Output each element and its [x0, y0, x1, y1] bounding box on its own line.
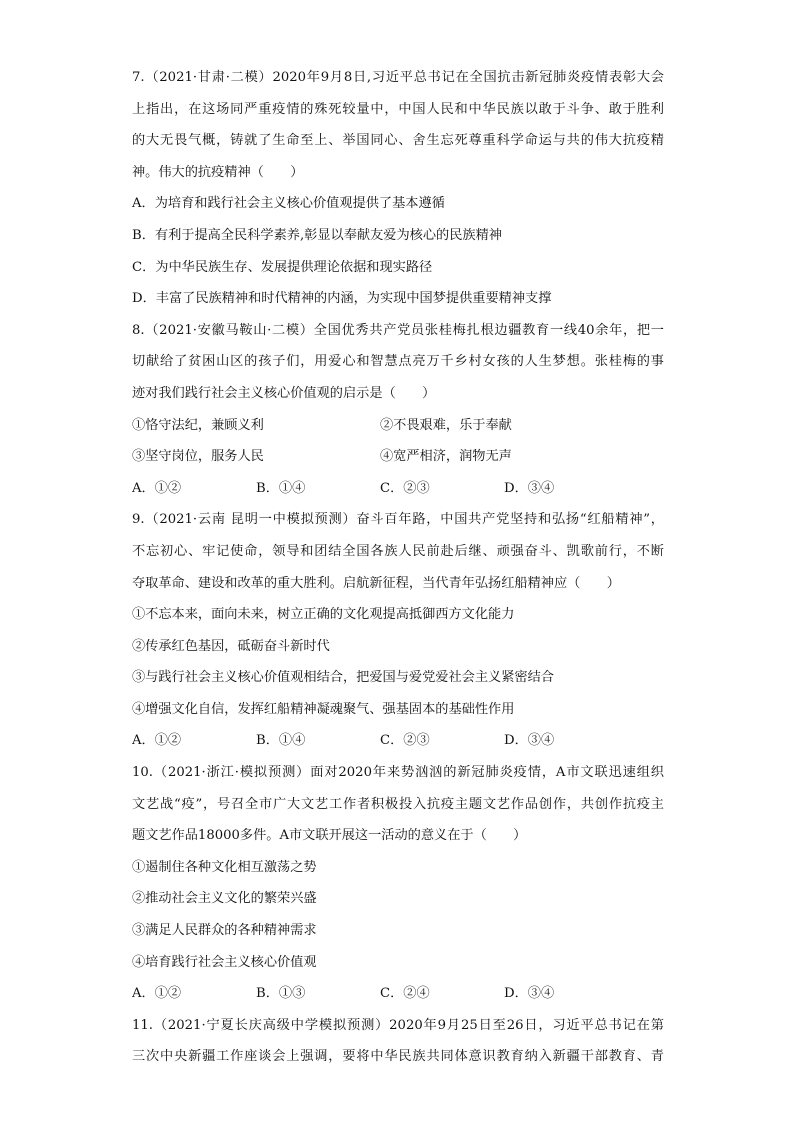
question-list [132, 62, 664, 1073]
question-9-stem-line-3: 夺取革命、建设和改革的重大胜利。启航新征程，当代青年弘扬红船精神应（ ） [132, 575, 620, 591]
question-10-choice-c: C．②④ [380, 986, 430, 1002]
question-11-stem-line-1: 11.（2021·宁夏长庆高级中学模拟预测）2020年9月25日至26日，习近平总书记在第 [132, 1017, 664, 1033]
question-9-statement-4: ④增强文化自信，发挥红船精神凝魂聚气、强基固本的基础性作用 [132, 701, 515, 717]
question-8-statement-4: ④宽严相济，润物无声 [380, 449, 512, 465]
question-8-statement-3: ③坚守岗位，服务人民 [132, 449, 264, 465]
question-9-choice-d: D．③④ [504, 733, 555, 749]
question-8-choice-d: D．③④ [504, 480, 555, 496]
question-10 [132, 757, 664, 1010]
question-10-statement-3: ③满足人民群众的各种精神需求 [132, 923, 317, 939]
question-9-stem-line-2: 不忘初心、牢记使命，领导和团结全国各族人民前赴后继、顽强奋斗、凯歌前行，不断 [132, 543, 664, 559]
question-7-stem-line-3: 的大无畏气概，铸就了生命至上、举国同心、舍生忘死尊重科学命运与共的伟大抗疫精 [132, 133, 664, 149]
question-9-choice-c: C．②③ [380, 733, 430, 749]
question-8-choice-b: B．①④ [256, 480, 306, 496]
question-9-stem-line-1: 9.（2021·云南 昆明一中模拟预测）奋斗百年路，中国共产党坚持和弘扬“红船精神”， [132, 512, 664, 528]
question-11-stem-line-2: 三次中央新疆工作座谈会上强调，要将中华民族共同体意识教育纳入新疆干部教育、青 [132, 1049, 664, 1065]
question-7-option-a: A．为培育和践行社会主义核心价值观提供了基本遵循 [132, 196, 445, 212]
question-7-option-d: D．丰富了民族精神和时代精神的内涵，为实现中国梦提供重要精神支撑 [132, 291, 552, 307]
question-8-choice-c: C．②③ [380, 480, 430, 496]
question-8 [132, 315, 664, 505]
question-9-choice-a: A．①② [132, 733, 182, 749]
question-11 [132, 1010, 664, 1073]
question-9-statement-1: ①不忘本来，面向未来，树立正确的文化观提高抵御西方文化能力 [132, 607, 515, 623]
question-10-stem-line-3: 题文艺作品18000多件。A市文联开展这一活动的意义在于（ ） [132, 828, 527, 844]
question-9 [132, 504, 664, 757]
question-7-stem-line-4: 神。伟大的抗疫精神（ ） [132, 164, 304, 180]
question-8-stem-line-3: 迹对我们践行社会主义核心价值观的启示是（ ） [132, 385, 436, 401]
question-8-statement-1: ①恪守法纪，兼顾义利 [132, 417, 264, 433]
question-10-choices [132, 978, 664, 1010]
question-9-choice-b: B．①④ [256, 733, 306, 749]
question-9-statement-2: ②传承红色基因，砥砺奋斗新时代 [132, 638, 330, 654]
question-10-choice-d: D．③④ [504, 986, 555, 1002]
question-7-stem-line-2: 上指出，在这场同严重疫情的殊死较量中，中国人民和中华民族以敢于斗争、敢于胜利 [132, 101, 664, 117]
question-8-statement-2: ②不畏艰难，乐于奉献 [380, 417, 512, 433]
question-9-choices [132, 725, 664, 757]
question-7-stem-line-1: 7.（2021·甘肃·二模）2020年9月8日,习近平总书记在全国抗击新冠肺炎疫情表彰大会 [132, 70, 664, 85]
question-8-choices [132, 473, 664, 505]
question-7-option-b: B．有利于提高全民科学素养,彰显以奉献友爱为核心的民族精神 [132, 227, 502, 243]
question-8-stem-line-2: 切献给了贫困山区的孩子们，用爱心和智慧点亮万千乡村女孩的人生梦想。张桂梅的事 [132, 354, 664, 370]
question-10-stem-line-2: 文艺战“疫”，号召全市广大文艺工作者积极投入抗疫主题文艺作品创作，共创作抗疫主 [132, 796, 664, 812]
question-7-option-c: C．为中华民族生存、发展提供理论依据和现实路径 [132, 259, 433, 275]
question-8-choice-a: A．①② [132, 480, 182, 496]
question-10-choice-b: B．①③ [256, 986, 306, 1002]
question-9-statement-3: ③与践行社会主义核心价值观相结合，把爱国与爱党爱社会主义紧密结合 [132, 670, 554, 686]
question-10-choice-a: A．①② [132, 986, 182, 1002]
question-8-statement-row-1 [132, 410, 664, 442]
question-10-statement-1: ①遏制住各种文化相互激荡之势 [132, 859, 317, 875]
question-8-stem-line-1: 8.（2021·安徽马鞍山·二模）全国优秀共产党员张桂梅扎根边疆教育一线40余年，把一 [132, 322, 664, 338]
question-7 [132, 62, 664, 315]
question-10-statement-4: ④培育践行社会主义核心价值观 [132, 954, 317, 970]
question-10-statement-2: ②推动社会主义文化的繁荣兴盛 [132, 891, 317, 907]
question-10-stem-line-1: 10.（2021·浙江·模拟预测）面对2020年来势汹汹的新冠肺炎疫情，A市文联迅速组织 [132, 765, 664, 781]
question-8-statement-row-2 [132, 441, 664, 473]
